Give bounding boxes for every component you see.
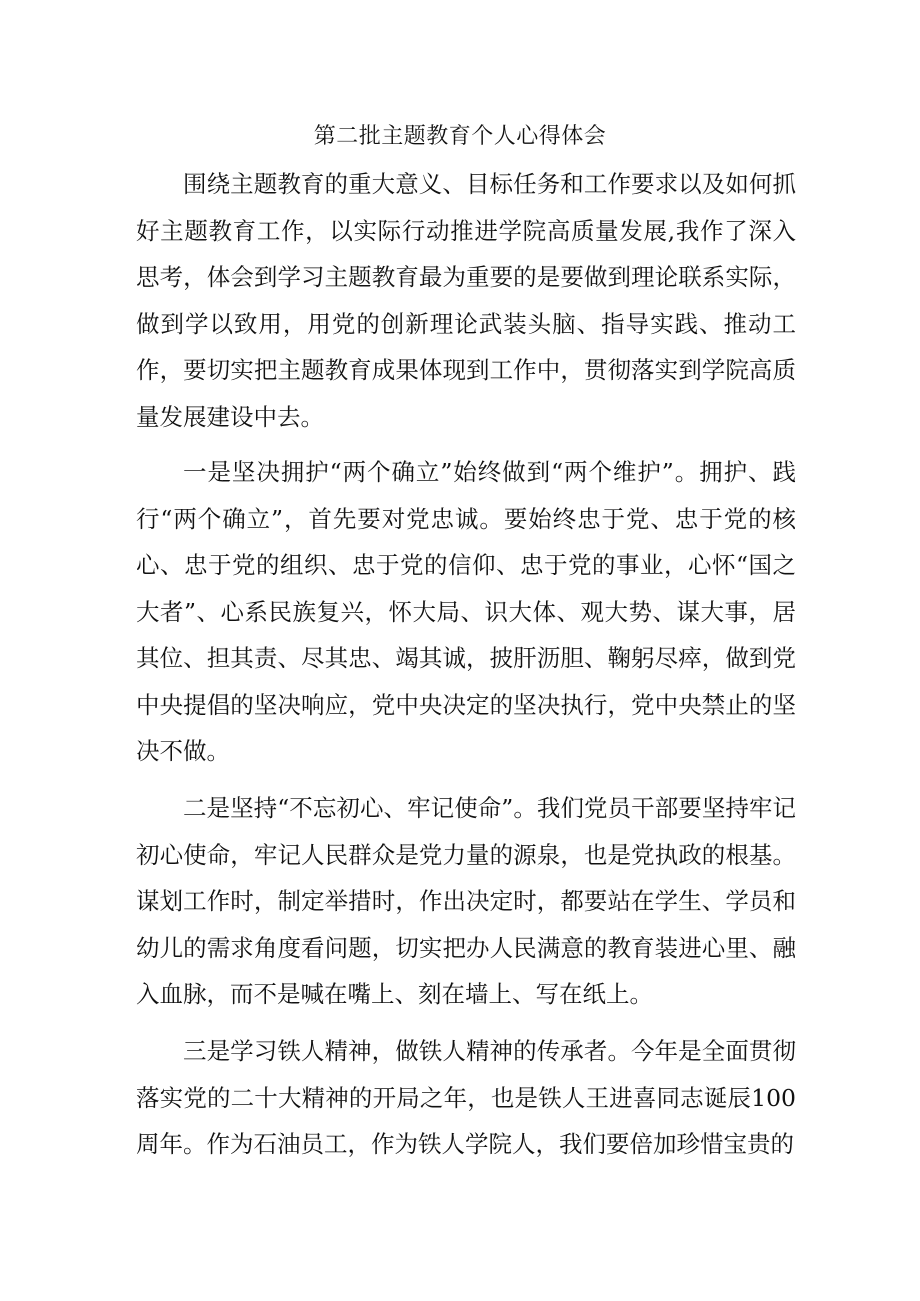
paragraph-point-three: 三是学习铁人精神，做铁人精神的传承者。今年是全面贯彻落实党的二十大精神的开局之年，也是铁人王进喜同志诞辰100周年。作为石油员工，作为铁人学院人，我们要倍加珍惜宝贵的 [136,1037,796,1158]
paragraph-intro: 围绕主题教育的重大意义、目标任务和工作要求以及如何抓好主题教育工作，以实际行动推进学院高质量发展,我作了深入思考，体会到学习主题教育最为重要的是要做到理论联系实际，做到学以致用，用党的创新理论武装头脑、指导实践、推动工作，要切实把主题教育成果体现到工作中，贯彻落实到学院高质量发展建设中去。 [136,170,796,431]
paragraph-point-two: 二是坚持“不忘初心、牢记使命”。我们党员干部要坚持牢记初心使命，牢记人民群众是党力量的源泉，也是党执政的根基。谋划工作时，制定举措时，作出决定时，都要站在学生、学员和幼儿的需求角度看问题，切实把办人民满意的教育装进心里、融入血脉，而不是喊在嘴上、刻在墙上、写在纸上。 [136,794,796,1008]
document-title: 第二批主题教育个人心得体会 [313,124,607,149]
paragraph-point-one: 一是坚决拥护“两个确立”始终做到“两个维护”。拥护、践行“两个确立”，首先要对党忠诚。要始终忠于党、忠于党的核心、忠于党的组织、忠于党的信仰、忠于党的事业，心怀“国之大者”、心系民族复兴，怀大局、识大体、观大势、谋大事，居其位、担其责、尽其忠、竭其诚，披肝沥胆、鞠躬尽瘁，做到党中央提倡的坚决响应，党中央决定的坚决执行，党中央禁止的坚决不做。 [136,458,796,765]
